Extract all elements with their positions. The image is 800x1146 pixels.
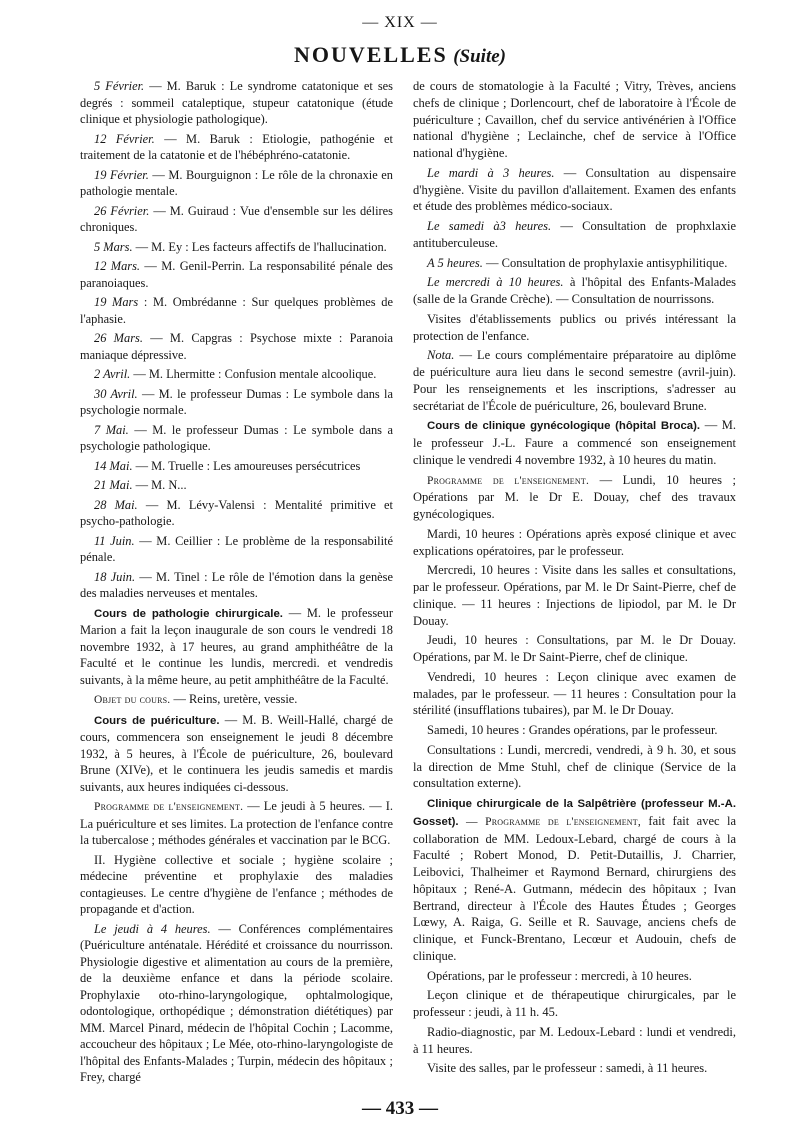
paragraph-text: — M. le professeur Marion a fait la leçon inaugurale de son cours le vendredi 18 novembre 1932, à 17 heures, au grand amphithéâtre de la Faculté et le continue les lundis, mercredi. et vendredis suivants, à la même heure, au petit amphithéâtre de la Faculté. [80,605,393,687]
paragraph-text: — M. Bourguignon : Le rôle de la chronaxie en pathologie mentale. [80,167,393,198]
paragraph-text: — Lundi, 10 heures ; Opérations par M. le Dr E. Douay, chef des travaux gynécologiques. [413,472,736,521]
paragraph-text: — Reins, uretère, vessie. [173,692,298,706]
paragraph-text: — M. Baruk : Le syndrome catatonique et ses degrés : sommeil cataleptique, stupeur catatonique (étude clinique et physiologie pathologique). [80,79,394,126]
paragraph-lead: 7 Mai. [94,422,129,437]
paragraph-lead: 18 Juin. [94,569,136,584]
paragraph [80,203,393,236]
paragraph [413,78,736,162]
paragraph-text: — M. N... [135,478,187,492]
paragraph-text: — M. Baruk : Etiologie, pathogénie et traitement de la catatonie et de l'hébéphréno-catatonie. [80,131,393,162]
paragraph-lead: 11 Juin. [94,533,135,548]
paragraph [413,1060,736,1077]
paragraph [413,218,736,252]
paragraph-lead: 2 Avril. [94,367,131,381]
page-title [0,42,800,70]
paragraph [80,477,393,494]
paragraph-lead: 12 Mars. [94,259,141,273]
paragraph-text: — M. Ceillier : Le problème de la responsabilité pénale. [80,533,393,564]
paragraph [80,497,393,530]
paragraph-text: — M. B. Weill-Hallé, chargé de cours, commencera son enseignement le jeudi 8 décembre 1932, à 5 heures, à l'École de puériculture, 26, boulevard Brune (XIVe), et le continuera les jeudis samedis et mardis suivants, aux heures indiquées ci-dessous. [80,712,393,794]
paragraph [413,526,736,560]
paragraph [80,852,393,918]
paragraph-text: Visites d'établissements publics ou privés intéressant la protection de l'enfance. [413,311,736,343]
paragraph [413,632,736,666]
paragraph [413,722,736,739]
paragraph-lead: 30 Avril. [94,386,138,401]
paragraph-lead: 5 Mars. [94,239,133,254]
paragraph-text: — M. Genil-Perrin. La responsabilité pénale des paranoiaques. [80,259,393,290]
paragraph [80,294,393,327]
small-caps-label: Programme de l'enseignement. [94,801,244,813]
paragraph-text: — M. le professeur Dumas : Le symbole dans la psychologie normale. [80,386,393,417]
paragraph [80,569,393,602]
paragraph [413,417,736,468]
paragraph-text: — Le jeudi à 5 heures. — I. La puériculture et ses limites. La protection de l'enfance contre la tubercalose ; méthodes générales et vaccination par le BCG. [80,799,393,847]
paragraph-text: fait fait avec la collaboration de MM. Ledoux-Lebard, chargé de cours à la Faculté ; Robert Monod, D. Petit-Dutaillis, J. Charrier, Leibovici, Thalheimer et Raymond Bernard, chirurgiens des hôpitaux ; René-A. Gutmann, médecin des hôpitaux ; Ivan Bertrand, directeur à l'École des Hautes Études ; Georges Lœwy, A. Raiga, G. Seille et R. Sauvage, anciens chefs de clinique, et Funck-Brentano, Lecœur et Audouin, chefs de clinique. [413,813,737,963]
paragraph [413,255,736,272]
paragraph-text: Opérations, par le professeur : mercredi, à 10 heures. [427,968,692,983]
paragraph-text: — M. Capgras : Psychose mixte : Paranoia maniaque dépressive. [80,331,393,362]
paragraph-text: Mercredi, 10 heures : Visite dans les salles et consultations, par le professeur. Opérations, par M. le Dr Saint-Pierre, chef de clinique. — 11 heures : Injections de lipiodol, par M. le Dr Douay. [413,563,736,628]
paragraph [80,386,393,419]
paragraph-lead: Le mardi à 3 heures. [427,165,555,180]
paragraph [80,131,393,164]
paragraph-text: — M. Lévy-Valensi : Mentalité primitive et psycho-pathologie. [80,497,394,528]
paragraph [80,239,393,256]
paragraph-text: — M. Lhermitte : Confusion mentale alcoolique. [133,367,377,381]
paragraph-text: — Consultation au dispensaire d'hygiène. Visite du pavillon d'allaitement. Examen des enfants et étude des problèmes médico-sociaux. [413,165,737,214]
paragraph-lead: Nota. [427,348,455,363]
paragraph-text: Consultations : Lundi, mercredi, vendredi, à 9 h. 30, et sous la direction de Mme Stuhl, chef de clinique (Service de la consultation externe). [413,742,736,791]
paragraph [413,274,736,308]
paragraph [413,562,736,629]
paragraph [413,669,736,719]
paragraph-lead: 21 Mai. [94,478,133,492]
paragraph [80,605,393,689]
paragraph-lead: 28 Mai. [94,497,138,512]
paragraph-lead: Le mercredi à 10 heures. [427,275,564,290]
paragraph [80,330,393,363]
right-column [413,78,736,1080]
paragraph-text: — M. le professeur J.-L. Faure a commencé son enseignement clinique le vendredi 4 novembre 1932, à 10 heures du matin. [413,418,737,467]
section-heading: Clinique chirurgicale de la Salpêtrière (professeur M.-A. Gosset). [413,798,736,828]
paragraph-text: Samedi, 10 heures : Grandes opérations, par le professeur. [427,723,718,737]
small-caps-label: Objet du cours. [94,694,171,706]
paragraph-lead: 5 Février. [94,79,145,93]
paragraph-text: Vendredi, 10 heures : Leçon clinique avec examen de malades, par le professeur. — 11 heures : Consultation pour la stérilité (insufflations tubaires), par M. le Dr Douay. [413,669,736,718]
paragraph [413,968,736,985]
page-number: — 433 — [362,1098,438,1119]
paragraph-text: — M. Ey : Les facteurs affectifs de l'hallucination. [135,239,387,254]
paragraph-text: Leçon clinique et de thérapeutique chirurgicales, par le professeur : jeudi, à 11 h. 45. [413,988,736,1019]
paragraph [413,987,736,1021]
paragraph-text: — M. Truelle : Les amoureuses persécutrices [135,458,361,473]
paragraph [413,347,736,414]
section-title: NOUVELLES [294,42,448,67]
paragraph-text: — Conférences complémentaires (Puériculture anténatale. Hérédité et croissance du nourrisson. Physiologie digestive et alimentation au cours de la première, de la deuxième enfance et dans la période scolaire. Prophylaxie oto-rhino-laryngologique, ophtalmologique, odontologique, orthopédique ; démonstration diététiques) par MM. Marcel Pinard, médecin de l'hôpital Cochin ; Lacomme, accoucheur des hôpitaux ; Le Mée, oto-rhino-laryngologiste de l'hôpital des Enfants-Malades ; Turpin, médecin des hôpitaux ; Frey, chargé [80,921,393,1084]
paragraph-text: Visite des salles, par le professeur : samedi, à 11 heures. [427,1061,708,1076]
paragraph [80,691,393,709]
paragraph [80,712,393,796]
paragraph-text: II. Hygiène collective et sociale ; hygiène scolaire ; médecine préventine et prophylaxie des maladies contagieuses. Le centre d'hygiène de l'enfance ; méthodes de propagande et d'action. [80,852,393,916]
paragraph [80,167,393,200]
paragraph-text: à l'hôpital des Enfants-Malades (salle de la Grande Crèche). — Consultation de nourrissons. [413,275,736,306]
paragraph [413,1024,736,1058]
roman-page-number: — XIX — [362,14,438,31]
paragraph-lead: Le samedi à3 heures. [427,219,552,233]
paragraph-text: Radio-diagnostic, par M. Ledoux-Lebard : lundi et vendredi, à 11 heures. [413,1024,736,1056]
paragraph-lead: 19 Février. [94,167,149,182]
paragraph-text: : M. Ombrédanne : Sur quelques problèmes de l'aphasie. [80,295,393,326]
paragraph-text: de cours de stomatologie à la Faculté ; Vitry, Trèves, anciens chefs de clinique ; Dorlencourt, chef de laboratoire à l'École de puériculture ; Cavaillon, chef du service antivénérien à l'Office national d'hygiène ; Leclainche, chef de service à l'Office national d'hygiène. [413,79,736,160]
paragraph [80,366,393,383]
paragraph-text: — Le cours complémentaire préparatoire au diplôme de puériculture aura lieu dans le second semestre (avril-juin). Pour les renseignements et les inscriptions, s'adresser au secrétariat de l'École de puériculture, 26, boulevard Brune. [413,348,737,413]
paragraph-text: — Consultation de prophxlaxie antituberculeuse. [413,219,736,250]
paragraph-text: — M. Tinel : Le rôle de l'émotion dans la genèse des maladies nerveuses et mentales. [80,569,393,600]
section-heading: Cours de puériculture. [94,714,220,727]
paragraph [80,422,393,455]
paragraph [413,311,736,345]
paragraph-lead: Le jeudi à 4 heures. [94,921,211,936]
paragraph [80,798,393,849]
paragraph-lead: 12 Février. [94,131,155,146]
paragraph-text: — Consultation de prophylaxie antisyphilitique. [486,255,728,270]
left-column [80,78,393,1089]
paragraph [413,742,736,792]
section-heading: Cours de pathologie chirurgicale. [94,607,283,620]
paragraph-lead: 26 Février. [94,203,150,218]
paragraph [80,258,393,291]
paragraph-text: — M. le professeur Dumas : Le symbole dans a psychologie pathologique. [80,422,394,453]
paragraph [413,165,736,215]
paragraph-text: Jeudi, 10 heures : Consultations, par M. le Dr Douay. Opérations, par M. le Dr Saint-Pierre, chef de clinique. [413,633,736,664]
paragraph-lead: A 5 heures. [427,255,483,270]
paragraph-lead: 19 Mars [94,295,139,309]
paragraph-lead: 14 Mai. [94,458,133,473]
small-caps-label: Programme de l'enseignement. [427,474,590,487]
small-caps-label: — Programme de l'enseignement, [466,815,641,828]
section-title-suffix: (Suite) [453,46,506,67]
paragraph-lead: 26 Mars. [94,331,143,345]
paragraph [80,921,393,1086]
paragraph [80,533,393,566]
section-heading: Cours de clinique gynécologique (hôpital Broca). [427,420,701,433]
paragraph [413,472,736,523]
paragraph [80,78,393,128]
paragraph-text: — M. Guiraud : Vue d'ensemble sur les délires chroniques. [80,203,393,234]
paragraph [80,458,393,475]
paragraph-text: Mardi, 10 heures : Opérations après exposé clinique et avec explications opératoires, par le professeur. [413,526,736,558]
paragraph [413,795,736,965]
